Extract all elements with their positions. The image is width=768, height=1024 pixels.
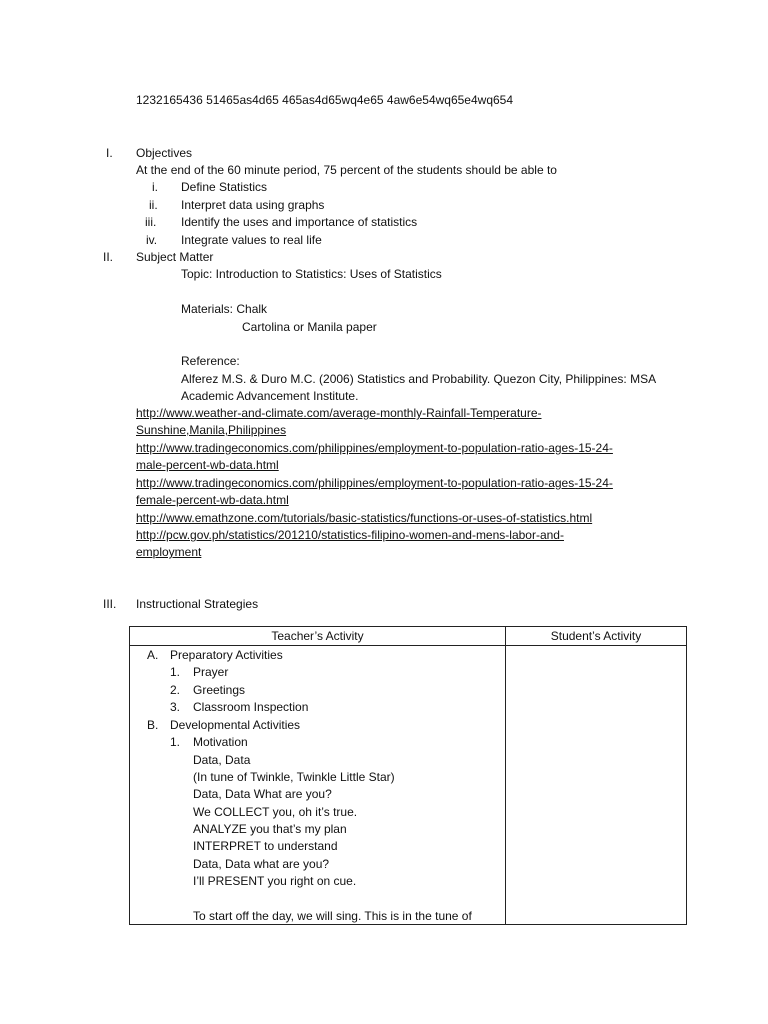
song-line: ANALYZE you that’s my plan xyxy=(193,822,347,836)
objective-numeral: iii. xyxy=(145,215,157,229)
instructional-heading: Instructional Strategies xyxy=(136,597,259,611)
song-line: We COLLECT you, oh it’s true. xyxy=(193,805,358,819)
teacher-activity-header: Teacher’s Activity xyxy=(130,627,506,646)
objectives-heading: Objectives xyxy=(136,146,193,160)
objective-item: Identify the uses and importance of statistics xyxy=(181,215,418,229)
reference-link[interactable]: employment xyxy=(136,545,202,559)
subject-matter-heading: Subject Matter xyxy=(136,250,214,264)
outline-text: Prayer xyxy=(193,665,229,679)
outline-marker: 3. xyxy=(170,700,181,714)
section-numeral-subject-matter: II. xyxy=(103,250,114,264)
song-line: I’ll PRESENT you right on cue. xyxy=(193,874,357,888)
outline-marker: 1. xyxy=(170,735,181,749)
outline-marker: 1. xyxy=(170,665,181,679)
reference-link[interactable]: http://www.tradingeconomics.com/philippines/employment-to-population-ratio-ages-15-24- xyxy=(136,476,613,490)
reference-text: Academic Advancement Institute. xyxy=(181,389,359,403)
song-line: INTERPRET to understand xyxy=(193,839,338,853)
song-line: Data, Data what are you? xyxy=(193,857,330,871)
outline-marker: B. xyxy=(147,718,159,732)
outline-text: Preparatory Activities xyxy=(170,648,283,662)
reference-link[interactable]: female-percent-wb-data.html xyxy=(136,493,289,507)
section-numeral-instructional: III. xyxy=(103,597,117,611)
section-numeral-objectives: I. xyxy=(106,146,113,160)
teacher-activity-cell xyxy=(130,646,506,925)
outline-text: Developmental Activities xyxy=(170,718,301,732)
objective-numeral: iv. xyxy=(146,233,158,247)
reference-link[interactable]: male-percent-wb-data.html xyxy=(136,458,279,472)
objective-item: Interpret data using graphs xyxy=(181,198,325,212)
song-line: (In tune of Twinkle, Twinkle Little Star) xyxy=(193,770,395,784)
activity-table xyxy=(129,626,687,925)
outline-text: Greetings xyxy=(193,683,246,697)
reference-link[interactable]: Sunshine,Manila,Philippines xyxy=(136,423,287,437)
outline-text: Classroom Inspection xyxy=(193,700,309,714)
objectives-intro: At the end of the 60 minute period, 75 percent of the students should be able to xyxy=(136,163,557,177)
reference-text: Alferez M.S. & Duro M.C. (2006) Statistics and Probability. Quezon City, Philippines: MSA xyxy=(181,372,657,386)
table-header-row xyxy=(130,627,687,646)
materials-label: Materials: Chalk xyxy=(181,302,268,316)
reference-link[interactable]: http://www.emathzone.com/tutorials/basic-statistics/functions-or-uses-of-statistics.html xyxy=(136,511,593,525)
student-activity-header: Student’s Activity xyxy=(506,627,687,646)
reference-label: Reference: xyxy=(181,354,240,368)
objective-numeral: ii. xyxy=(149,198,158,212)
outline-text: Motivation xyxy=(193,735,248,749)
objective-numeral: i. xyxy=(152,180,158,194)
document-id: 1232165436 51465as4d65 465as4d65wq4e65 4aw6e54wq65e4wq654 xyxy=(136,93,514,107)
reference-link[interactable]: http://pcw.gov.ph/statistics/201210/statistics-filipino-women-and-mens-labor-and- xyxy=(136,528,564,542)
outline-marker: A. xyxy=(147,648,159,662)
reference-link[interactable]: http://www.weather-and-climate.com/average-monthly-Rainfall-Temperature- xyxy=(136,406,542,420)
objective-item: Define Statistics xyxy=(181,180,268,194)
table-row xyxy=(130,646,687,925)
topic-line: Topic: Introduction to Statistics: Uses of Statistics xyxy=(181,267,442,281)
song-line: Data, Data What are you? xyxy=(193,787,332,801)
materials-extra: Cartolina or Manila paper xyxy=(242,320,377,334)
paragraph-line: To start off the day, we will sing. This is in the tune of xyxy=(193,909,472,923)
objective-item: Integrate values to real life xyxy=(181,233,322,247)
outline-marker: 2. xyxy=(170,683,181,697)
song-line: Data, Data xyxy=(193,753,251,767)
student-activity-cell xyxy=(506,646,687,925)
reference-link[interactable]: http://www.tradingeconomics.com/philippines/employment-to-population-ratio-ages-15-24- xyxy=(136,441,613,455)
